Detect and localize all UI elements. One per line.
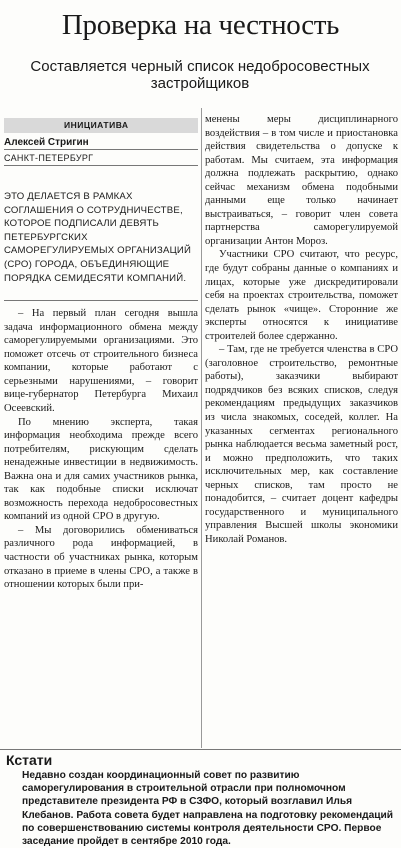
aside-title: Кстати	[6, 752, 53, 768]
aside-body	[22, 769, 394, 848]
body-paragraph: – На первый план сегодня вышла задача информационного обмена между саморегулируемыми организациями. Это поможет отсечь от строительного бизнеса компании, которые работают с серьезными нарушениями, – говорит вице-губернатор Петербурга Михаил Осеевский.	[4, 308, 198, 414]
right-column	[205, 113, 398, 547]
rubric-label: ИНИЦИАТИВА	[4, 118, 198, 133]
body-paragraph: – Там, где не требуется членства в СРО (заголовное строительство, ремонтные работы), заказчики выбирают подрядчиков без всяких списков, следуя рекомендациям предыдущих заказчиков из числа знакомых, соседей, коллег. На указанных сегментах регионального рынка наблюдается весьма заметный рост, и можно предположить, что таких исключительных мер, как составление черных списков, там просто не понадобится, – считает доцент кафедры государственного и муниципального управления Высшей школы экономики Николай Романов.	[205, 344, 398, 545]
body-paragraph: – Мы договорились обмениваться различного рода информацией, в частности об участниках рынка, которым отказано в приеме в члены СРО, а также в отношении которых были при-	[4, 524, 198, 591]
aside-divider	[0, 749, 401, 750]
subheadline: Составляется черный список недобросовестных застройщиков	[30, 58, 370, 92]
body-paragraph: По мнению эксперта, такая информация необходима прежде всего потребителям, рискующим сделать ненадежные инвестиции в недвижимость. Важна она и для самих участников рынка, так как подобные списки исключат возможность перехода недобросовестных компаний из одной СРО в другую.	[4, 416, 198, 523]
dateline-city: САНКТ-ПЕТЕРБУРГ	[4, 152, 198, 166]
lead-paragraph: ЭТО ДЕЛАЕТСЯ В РАМКАХ СОГЛАШЕНИЯ О СОТРУДНИЧЕСТВЕ, КОТОРОЕ ПОДПИСАЛИ ДЕВЯТЬ ПЕТЕРБУРГСКИХ САМОРЕГУЛИРУЕМЫХ ОРГАНИЗАЦИЙ (СРО) ГОРОДА, ОБЪЕДИНЯЮЩИЕ ПОРЯДКА СЕМИДЕСЯТИ КОМПАНИЙ.	[4, 191, 192, 284]
aside-paragraph: Недавно создан координационный совет по развитию саморегулирования в строительной отрасли при полномочном представителе президента РФ в СЗФО, который возглавил Илья Клебанов. Работа совета будет направлена на подготовку рекомендаций по совершенствованию системы контроля деятельности СРО. Первое заседание пройдет в сентябре 2010 года.	[22, 770, 394, 848]
author-byline: Алексей Стригин	[4, 136, 198, 150]
headline: Проверка на честность	[61, 9, 340, 41]
column-divider	[201, 108, 202, 748]
body-paragraph: Участники СРО считают, что ресурс, где будут собраны данные о компаниях и лицах, которые уже дискредитировали себя на проектах строительства, поможет сделать рынок «чище». Сторонние же эксперты относятся к инициативе строителей более сдержанно.	[205, 249, 398, 342]
left-column	[4, 118, 198, 592]
lead-divider	[4, 300, 198, 301]
body-paragraph: менены меры дисциплинарного воздействия – в том числе и приостановка действия свидетельства о допуске к работам. Мы считаем, эта информация должна подлежать раскрытию, однако сейчас механизм обмена подобными данными еще только начинает выстраиваться, – говорит член совета партнерства саморегулируемой организации Антон Мороз.	[205, 114, 398, 247]
